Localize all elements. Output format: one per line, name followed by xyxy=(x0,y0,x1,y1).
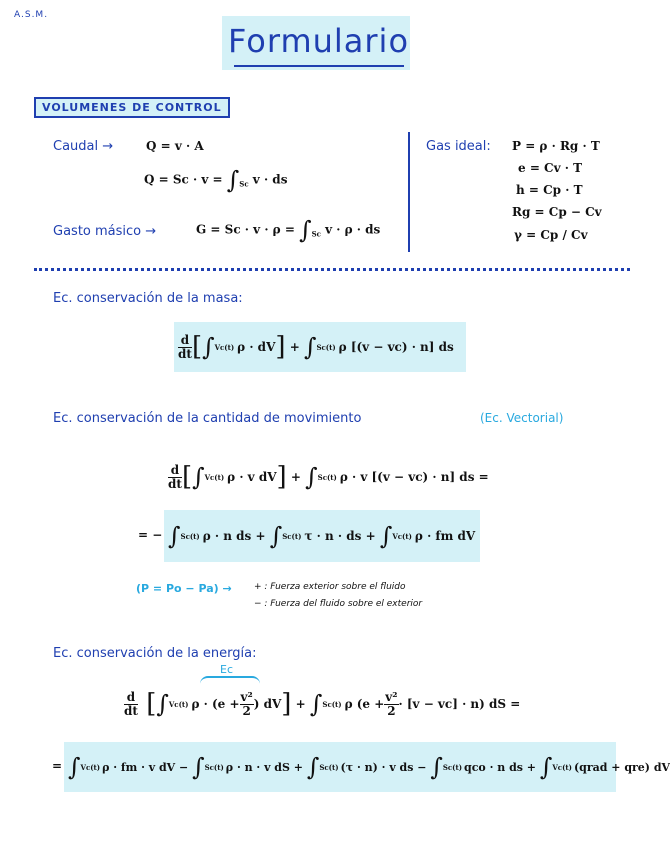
d-dt: $\frac{d}{dt}$ xyxy=(168,462,182,491)
mov-line1-int2: ρ · v [(v − vc) · n] ds = xyxy=(339,470,489,484)
sc-sub: Sc(t) xyxy=(204,762,224,772)
sc-sub: Sc(t) xyxy=(319,762,339,772)
sc-sub: Sc(t) xyxy=(322,699,342,709)
integral-sign: ∫ xyxy=(379,522,393,550)
integral-sign: ∫ xyxy=(202,333,215,361)
bracket-open: [ xyxy=(137,689,157,719)
movimiento-line2 xyxy=(164,510,480,562)
integral-sign: ∫ xyxy=(192,463,205,491)
integral-sign: ∫ xyxy=(68,753,81,781)
mov-line2-t2: τ · n · ds + xyxy=(304,529,376,543)
integral-sign: ∫ xyxy=(192,753,205,781)
energia-line1 xyxy=(124,681,520,727)
en-line2-t2: ρ · n · v dS + xyxy=(225,760,303,774)
vertical-divider xyxy=(408,132,410,252)
plus-sign: + xyxy=(291,697,310,711)
integral-sign: ∫ xyxy=(309,690,323,718)
gas-ideal-line-1: P = ρ · Rg · T xyxy=(512,139,600,153)
gasto-eq-rhs: v · ρ · ds xyxy=(325,222,381,237)
gasto-label: Gasto másico → xyxy=(53,224,157,239)
mov-line2-t1: ρ · n ds + xyxy=(202,529,266,543)
v2-over-2: $\frac{\text{v²}}{2}$ xyxy=(240,689,253,718)
en-line2-t5: (qrad + qre) dV xyxy=(573,760,670,774)
en-line1-int1-a: ρ · (e + xyxy=(191,697,240,711)
sc-sub: Sc(t) xyxy=(442,762,463,772)
movimiento-heading: Ec. conservación de la cantidad de movimiento xyxy=(53,411,362,426)
integral-sign: ∫ xyxy=(168,522,181,550)
d-dt: $\frac{d}{dt}$ xyxy=(124,689,138,718)
caudal-eq2-lhs: Q = Sc · v = xyxy=(144,172,223,187)
gas-ideal-line-3: h = Cp · T xyxy=(516,183,583,197)
sc-sub: Sc(t) xyxy=(317,472,337,482)
masa-int1: ρ · dV xyxy=(237,340,276,354)
masa-int2: ρ [(v − vc) · n] ds xyxy=(338,340,454,354)
integral-sign: ∫ xyxy=(539,753,553,781)
author-initials: A.S.M. xyxy=(14,10,49,20)
vc-sub: Vc(t) xyxy=(204,472,225,482)
en-line2-t4: qco · n ds + xyxy=(464,760,537,774)
vc-sub: Vc(t) xyxy=(552,762,572,772)
gasto-int-sub: Sc xyxy=(311,229,321,239)
movimiento-line1 xyxy=(168,452,489,502)
v2-over-2: $\frac{\text{v²}}{2}$ xyxy=(385,689,398,718)
energia-line2 xyxy=(64,742,670,792)
mov-line1-int1: ρ · v dV xyxy=(227,470,277,484)
caudal-int-sub: Sc xyxy=(239,179,249,189)
bracket-close: ] xyxy=(275,332,286,362)
gas-ideal-line-2: e = Cv · T xyxy=(518,161,583,175)
integral-sign: ∫ xyxy=(306,753,320,781)
integral-sign: ∫ xyxy=(269,522,283,550)
en-line2-t3: (τ · n) · v ds − xyxy=(340,760,427,774)
bracket-close: ] xyxy=(276,462,287,492)
gas-ideal-line-5: γ = Cp / Cv xyxy=(514,228,588,242)
masa-equation xyxy=(174,322,466,372)
ec-label: Ec xyxy=(220,663,233,676)
sc-sub: Sc(t) xyxy=(316,342,336,352)
sc-sub: Sc(t) xyxy=(180,531,200,541)
en-line1-int2-a: ρ (e + xyxy=(344,697,385,711)
energia-line2-prefix: = xyxy=(52,759,63,773)
dotted-separator xyxy=(34,268,630,271)
caudal-eq1: Q = v · A xyxy=(146,139,204,153)
vc-sub: Vc(t) xyxy=(168,699,189,709)
en-line1-int1-b: ) dV xyxy=(253,697,282,711)
caudal-label: Caudal → xyxy=(53,139,114,154)
gasto-eq xyxy=(196,218,380,242)
section-box-volumenes: VOLUMENES DE CONTROL xyxy=(34,97,230,118)
energia-heading: Ec. conservación de la energía: xyxy=(53,646,257,661)
integral-sign: ∫ xyxy=(303,333,317,361)
en-line1-int2-b: · [v − vc] · n) dS = xyxy=(398,697,521,711)
integral-sign: ∫ xyxy=(430,753,443,781)
plus-sign: + xyxy=(285,340,304,354)
d-dt: $\frac{d}{dt}$ xyxy=(178,332,192,361)
integral-sign: ∫ xyxy=(226,166,240,194)
caudal-eq2 xyxy=(144,168,287,192)
bracket-open: [ xyxy=(191,332,203,362)
gas-ideal-label: Gas ideal: xyxy=(426,139,491,154)
movimiento-line2-prefix: = − xyxy=(138,528,163,542)
movimiento-tag: (Ec. Vectorial) xyxy=(480,411,564,425)
page-title: Formulario xyxy=(228,22,410,60)
bracket-close: ] xyxy=(281,689,292,719)
vc-sub: Vc(t) xyxy=(80,762,101,772)
masa-heading: Ec. conservación de la masa: xyxy=(53,291,243,306)
plus-note: + : Fuerza exterior sobre el fluido xyxy=(254,582,406,592)
bracket-open: [ xyxy=(181,462,193,492)
sc-sub: Sc(t) xyxy=(282,531,302,541)
integral-sign: ∫ xyxy=(156,690,169,718)
pressure-note: (P = Po − Pa) → xyxy=(136,582,232,595)
caudal-eq2-rhs: v · ds xyxy=(252,172,288,187)
gasto-eq-lhs: G = Sc · v · ρ = xyxy=(196,222,295,237)
integral-sign: ∫ xyxy=(299,216,312,244)
mov-line2-t3: ρ · fm dV xyxy=(414,529,476,543)
plus-sign: + xyxy=(286,470,306,484)
vc-sub: Vc(t) xyxy=(392,531,412,541)
integral-sign: ∫ xyxy=(305,463,318,491)
minus-note: − : Fuerza del fluido sobre el exterior xyxy=(254,599,423,609)
gas-ideal-line-4: Rg = Cp − Cv xyxy=(512,205,602,219)
en-line2-t1: ρ · fm · v dV − xyxy=(102,760,189,774)
vc-sub: Vc(t) xyxy=(214,342,235,352)
title-underline xyxy=(234,65,404,67)
